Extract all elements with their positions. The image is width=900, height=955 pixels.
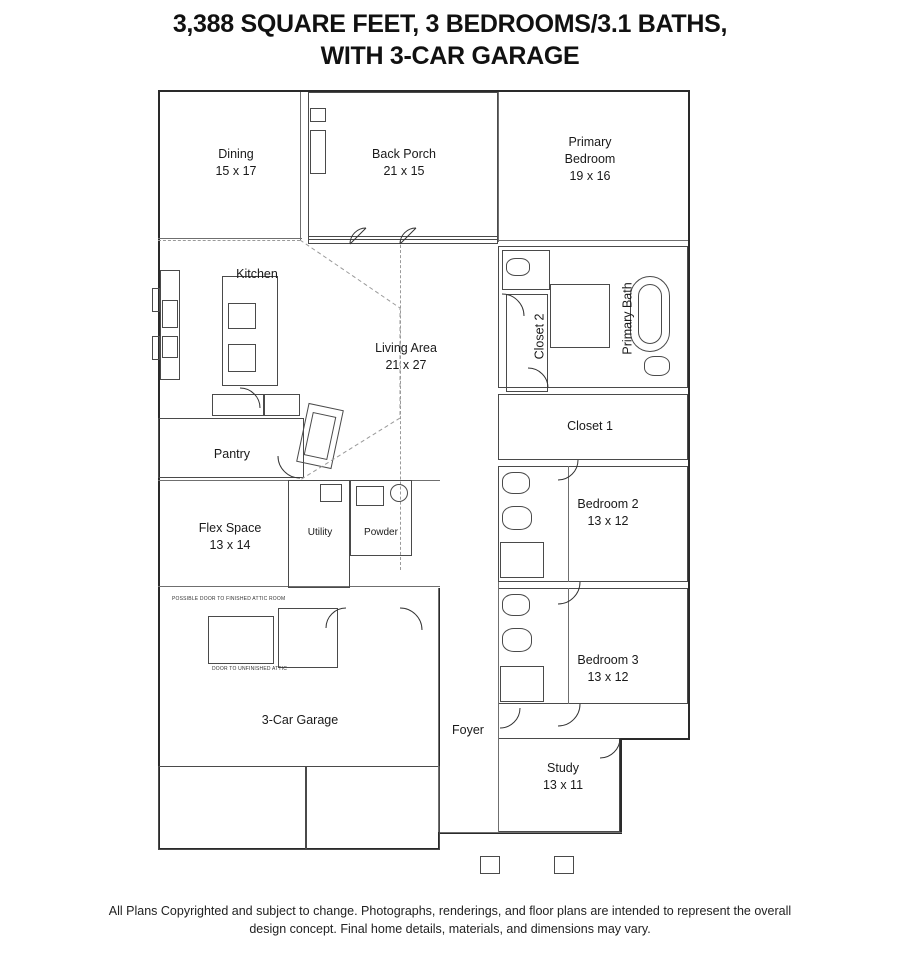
label-primary-bath: Primary Bath: [620, 282, 635, 355]
disclaimer-line-2: design concept. Final home details, materials, and dimensions may vary.: [249, 922, 651, 937]
label-utility: Utility: [307, 527, 333, 538]
label-garage: 3-Car Garage: [261, 713, 339, 727]
label-closet-2: Closet 2: [532, 313, 547, 360]
disclaimer-line-1: All Plans Copyrighted and subject to change. Photographs, renderings, and floor plans are intended to represent the overall: [108, 903, 792, 918]
copyright-disclaimer: [0, 902, 900, 940]
label-kitchen: Kitchen: [236, 267, 278, 281]
label-flex-space: Flex Space 13 x 14: [198, 521, 262, 552]
label-foyer: Foyer: [452, 723, 484, 737]
note-unfinished-attic-door: DOOR TO UNFINISHED ATTIC: [212, 666, 288, 672]
door-swings: [150, 88, 750, 898]
label-dining: Dining 15 x 17: [215, 147, 257, 178]
label-powder: Powder: [364, 527, 398, 538]
page-title: [0, 8, 900, 72]
note-possible-attic-door: POSSIBLE DOOR TO FINISHED ATTIC ROOM: [172, 596, 286, 602]
title-line-1: 3,388 SQUARE FEET, 3 BEDROOMS/3.1 BATHS,: [172, 10, 728, 38]
label-pantry: Pantry: [213, 447, 251, 461]
label-primary-bedroom: Primary Bedroom 19 x 16: [564, 135, 616, 183]
title-line-2: WITH 3-CAR GARAGE: [320, 42, 580, 70]
label-back-porch: Back Porch 21 x 15: [372, 147, 436, 178]
label-closet-1: Closet 1: [567, 419, 613, 433]
label-living-area: Living Area 21 x 27: [375, 341, 437, 372]
label-study: Study 13 x 11: [542, 761, 584, 792]
label-bedroom-3: Bedroom 3 13 x 12: [577, 653, 639, 684]
label-bedroom-2: Bedroom 2 13 x 12: [577, 497, 639, 528]
floor-plan: [150, 88, 750, 898]
